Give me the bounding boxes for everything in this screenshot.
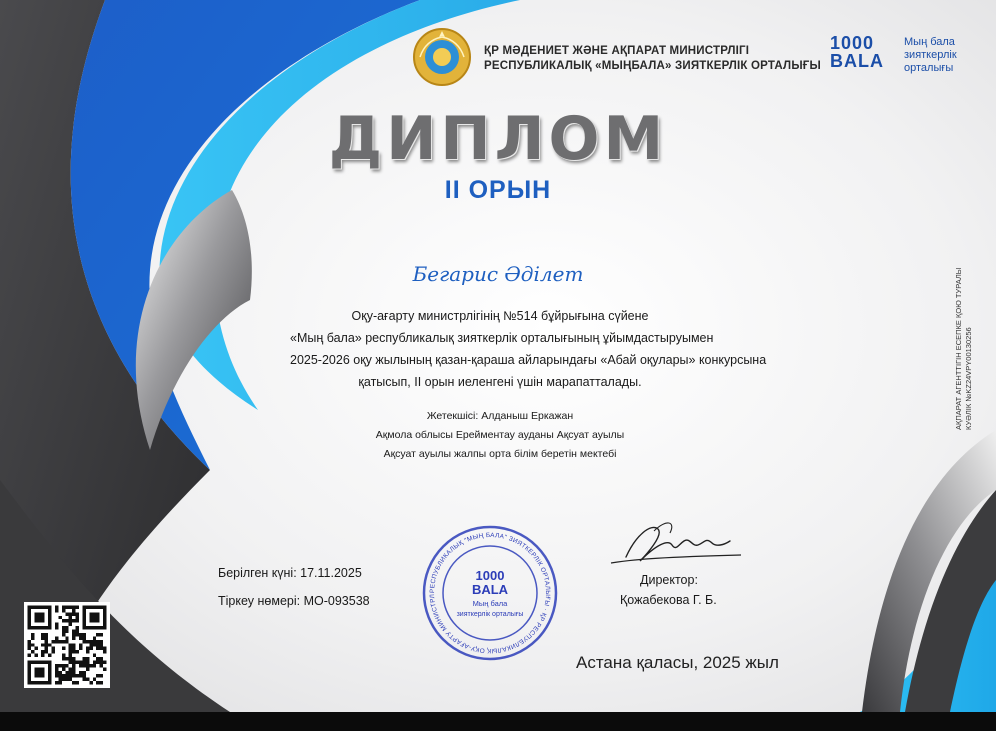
ministry-line-2: РЕСПУБЛИКАЛЫҚ «МЫҢБАЛА» ЗИЯТКЕРЛІК ОРТАЛЫҒЫ [484,60,821,72]
stamp-center-word: BALA [471,582,509,597]
school-line: Ақсуат ауылы жалпы орта білім беретін мектебі [383,448,617,460]
brand-mark-number: 1000 [830,33,875,53]
stamp-ring-text: РЕСПУБЛИКАЛЫҚ "МЫҢ БАЛА" ЗИЯТКЕРЛІК ОРТАЛЫҒЫ · ҚР РЕСПУБЛИКАЛЫҚ ОҚУ-АҒАРТУ МИНИСТРЛ [428,531,552,655]
issue-date: Берілген күні: 17.11.2025 [218,566,362,580]
location-line: Ақмола облысы Ерейментау ауданы Ақсуат ауылы [375,429,625,441]
registration-number: Тіркеу нөмері: МО-093538 [218,594,370,608]
diploma-title: ДИПЛОМ [328,104,668,174]
supervisor-info [360,407,640,464]
director-label: Директор: [640,573,698,587]
supervisor-line: Жетекшісі: Алданыш Еркажан [426,410,574,422]
award-text-line: Оқу-ағарту министрлігінің №514 бұйрығына сүйене [351,309,649,323]
award-text-line: «Мың бала» республикалық зияткерлік орталығының ұйымдастыруымен [290,331,714,345]
director-name: Қожабекова Г. Б. [620,593,717,607]
stamp-center-number: 1000 [475,568,505,583]
city-year: Астана қаласы, 2025 жыл [576,653,779,672]
state-emblem-icon [412,27,472,87]
stamp-center-line-4: зияткерлік орталығы [456,611,524,618]
registration-side-text [954,268,974,430]
brand-text [904,36,984,75]
brand-text-line-3: орталығы [904,62,954,74]
brand-logo [830,34,894,70]
award-text [290,305,767,393]
director-signature [606,515,746,575]
brand-mark-word: BALA [830,51,884,71]
award-text-line: 2025-2026 оқу жылының қазан-қараша айларындағы «Абай оқулары» конкурсына [290,353,767,367]
ministry-line-1: ҚР МӘДЕНИЕТ ЖӘНЕ АҚПАРАТ МИНИСТРЛІГІ [484,45,750,57]
stamp-center-line-3: Мың бала [472,599,508,608]
bottom-bar [0,712,996,731]
brand-text-line-2: зияткерлік [904,49,957,61]
ministry-header [484,44,821,74]
side-text-line-1: АҚПАРАТ АГЕНТТІГІН ЕСЕПКЕ ҚОЮ ТУРАЛЫ [954,267,963,430]
brand-text-line-1: Мың бала [904,36,955,48]
official-stamp [420,523,560,663]
qr-code[interactable] [24,602,110,688]
side-text-line-2: КУӘЛІК №KZ24VPY00130256 [964,327,973,430]
recipient-name: Бегарис Әділет [412,262,584,286]
place-award: II ОРЫН [444,176,552,204]
award-text-line: қатысып, II орын иеленгені үшін марапатталады. [358,375,642,389]
